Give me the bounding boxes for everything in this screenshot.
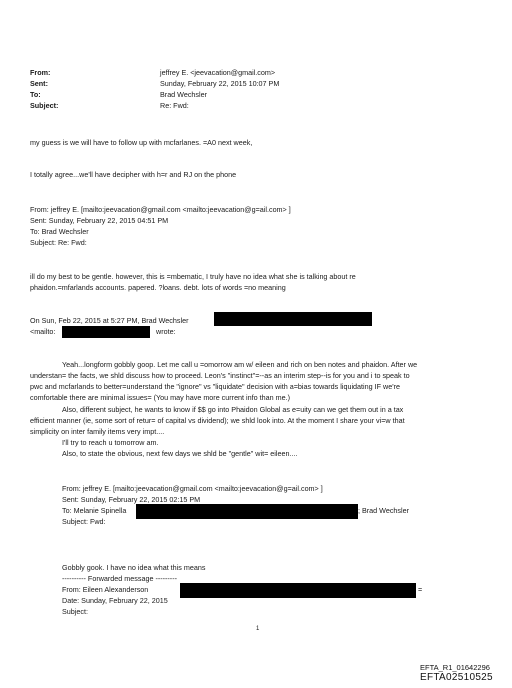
quote3-fwd-date: Date: Sunday, February 22, 2015 <box>62 596 168 605</box>
quote1-subject: Subject: Re: Fwd: <box>30 238 87 247</box>
quote1-body-line-1: ill do my best to be gentle. however, this is =mbematic, I truly have no idea what she is talking about re <box>30 272 356 281</box>
redaction-box <box>214 312 372 326</box>
bates-number-1: EFTA_R1_01642296 <box>420 663 490 672</box>
quote3-fwd-from: From: Eileen Alexanderson <box>62 585 149 594</box>
to-label: To: <box>30 90 41 99</box>
subject-label: Subject: <box>30 101 59 110</box>
quote2-mailto: <mailto: <box>30 327 56 336</box>
quote2-on-line: On Sun, Feb 22, 2015 at 5:27 PM, Brad Wechsler <box>30 316 189 325</box>
quote1-body-line-2: phaidon.=mfarlands accounts. papered. ?loans. debt. lots of words =no meaning <box>30 283 286 292</box>
quote3-to-suffix: ; Brad Wechsler <box>358 506 409 515</box>
quote2-p2-line-1: Also, different subject, he wants to know if $$ go into Phaidon Global as e=uity can we get them out in a tax <box>62 405 404 414</box>
quote2-p4: Also, to state the obvious, next few days we shld be "gentle" wit= eileen.... <box>62 449 298 458</box>
quote3-sent: Sent: Sunday, February 22, 2015 02:15 PM <box>62 495 201 504</box>
body-line-1: my guess is we will have to follow up with mcfarlanes. =A0 next week, <box>30 138 253 147</box>
quote3-body: Gobbly gook. I have no idea what this means <box>62 563 206 572</box>
quote2-p1-line-2: understan= the facts, we shld discuss how to proceed. Leon's "instinct"=--as an interim step--is for you and i to speak to <box>30 371 410 380</box>
quote2-p2-line-3: simplicity on inter family items very impt.... <box>30 427 165 436</box>
quote3-fwd-from-tail: = <box>418 585 423 594</box>
redaction-box <box>62 326 150 338</box>
redaction-box <box>180 583 416 598</box>
sent-value: Sunday, February 22, 2015 10:07 PM <box>160 79 280 88</box>
quote1-sent: Sent: Sunday, February 22, 2015 04:51 PM <box>30 216 169 225</box>
quote3-forwarded: ---------- Forwarded message --------- <box>62 574 177 583</box>
quote2-wrote: wrote: <box>156 327 176 336</box>
quote3-subject: Subject: Fwd: <box>62 517 106 526</box>
bates-number-2: EFTA02510525 <box>420 672 493 683</box>
quote3-from: From: jeffrey E. [mailto:jeevacation@gmail.com <mailto:jeevacation@g=ail.com> ] <box>62 484 323 493</box>
to-value: Brad Wechsler <box>160 90 208 99</box>
quote2-p1-line-4: comfortable there are minimal issues= (You may have more current info than me.) <box>30 393 290 402</box>
sent-label: Sent: <box>30 79 48 88</box>
quote1-to: To: Brad Wechsler <box>30 227 89 236</box>
from-label: From: <box>30 68 51 77</box>
quote1-from: From: jeffrey E. [mailto:jeevacation@gmail.com <mailto:jeevacation@g=ail.com> ] <box>30 205 291 214</box>
quote2-p1-line-1: Yeah...longform gobbly goop. Let me call u =omorrow am w/ eileen and rich on ben notes and phaidon. After we <box>62 360 418 369</box>
quote3-to-prefix: To: Melanie Spinella <box>62 506 127 515</box>
from-value: jeffrey E. <jeevacation@gmail.com> <box>160 68 276 77</box>
quote2-p1-line-3: pwc and mcfarlands to better=understand the "ignore" vs "liquidate" decision with a=bias towards liquidating IF we're <box>30 382 400 391</box>
body-line-2: I totally agree...we'll have decipher with h=r and RJ on the phone <box>30 170 237 179</box>
page-number: 1 <box>256 626 260 632</box>
redaction-box <box>136 504 358 519</box>
quote2-p2-line-2: efficient manner (ie, some sort of retur= of capital vs dividend); we shld look into. At the moment I share your vi=w that <box>30 416 405 425</box>
quote2-p3: I'll try to reach u tomorrow am. <box>62 438 159 447</box>
quote3-fwd-subject: Subject: <box>62 607 88 616</box>
subject-value: Re: Fwd: <box>160 101 189 110</box>
